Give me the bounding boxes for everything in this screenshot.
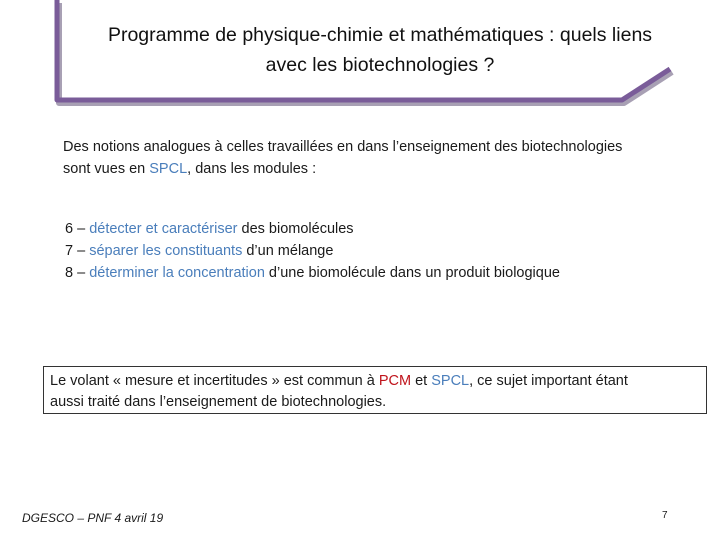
module-highlight: séparer les constituants (89, 243, 243, 259)
module-highlight: déterminer la concentration (89, 265, 265, 281)
module-rest: des biomolécules (237, 221, 354, 237)
slide-title (60, 20, 700, 80)
pcm-highlight: PCM (378, 373, 412, 389)
modules-list (65, 218, 705, 284)
intro-text-after: , dans les modules : (187, 161, 317, 177)
note-text: et (411, 373, 432, 389)
note-box (43, 366, 707, 414)
title-line-1: Programme de physique-chimie et mathématiques : quels liens (107, 24, 653, 46)
module-rest: d’un mélange (242, 243, 334, 259)
intro-text-before: sont vues en (63, 161, 150, 177)
title-line-2: avec les biotechnologies ? (265, 54, 495, 76)
spcl-highlight: SPCL (149, 161, 188, 177)
note-line-2: aussi traité dans l’enseignement de biotechnologies. (50, 394, 387, 410)
module-item-7 (65, 240, 705, 262)
module-number: 6 – (65, 221, 90, 237)
module-number: 7 – (65, 243, 90, 259)
module-number: 8 – (65, 265, 90, 281)
module-highlight: détecter et caractériser (89, 221, 238, 237)
note-text: , ce sujet important étant (469, 373, 628, 389)
footer-text: DGESCO – PNF 4 avril 19 (22, 511, 164, 525)
module-rest: d’une biomolécule dans un produit biologique (264, 265, 560, 281)
note-text: Le volant « mesure et incertitudes » est commun à (50, 373, 379, 389)
spcl-highlight: SPCL (431, 373, 470, 389)
note-line-1 (50, 371, 700, 392)
intro-paragraph (63, 136, 703, 180)
page-number: 7 (662, 510, 668, 521)
module-item-8 (65, 262, 705, 284)
module-item-6 (65, 218, 705, 240)
intro-line-1: Des notions analogues à celles travaillées en dans l’enseignement des biotechnologies (63, 139, 623, 155)
intro-line-2 (63, 158, 703, 180)
